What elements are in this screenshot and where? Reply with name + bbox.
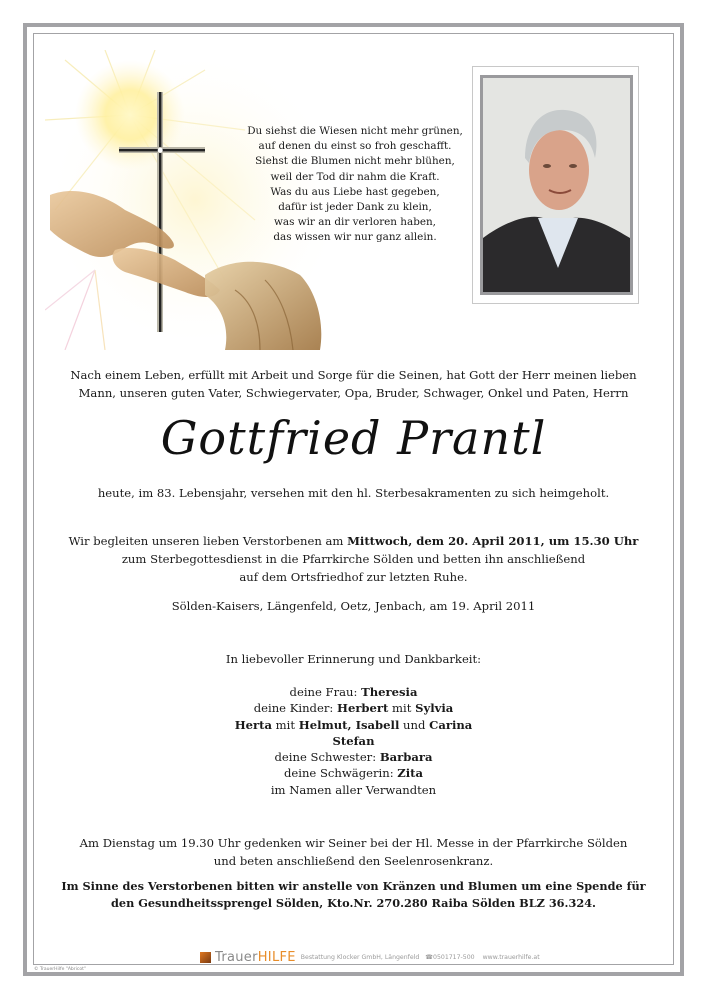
poem — [240, 124, 470, 246]
sister-name: Barbara — [379, 750, 433, 765]
poem-line: Du siehst die Wiesen nicht mehr grünen, — [247, 125, 463, 137]
portrait-frame — [472, 66, 639, 304]
partner-name: Sylvia — [415, 701, 454, 716]
funeral-datetime: Mittwoch, dem 20. April 2011, um 15.30 Uhr — [347, 534, 639, 548]
funeral-line-2: zum Sterbegottesdienst in die Pfarrkirche Sölden und betten ihn anschließend — [121, 552, 586, 566]
poem-line: auf denen du einst so froh geschafft. — [258, 140, 452, 153]
intro-text — [40, 366, 667, 402]
memorial-mass — [40, 834, 667, 870]
intro-line: Mann, unseren guten Vater, Schwiegervater, Opa, Bruder, Schwager, Onkel und Paten, Herrn — [78, 386, 629, 400]
funeral-line-1 — [40, 532, 667, 550]
connector: und — [399, 717, 430, 732]
mourner-child-3 — [40, 733, 667, 749]
poem-line: das wissen wir nur ganz allein. — [273, 231, 437, 244]
mourner-sister — [40, 749, 667, 765]
logo-text-hilfe: HILFE — [257, 949, 296, 965]
poem-line: was wir an dir verloren haben, — [273, 216, 436, 229]
mass-line: und beten anschließend den Seelenrosenkranz. — [213, 854, 494, 868]
connector: mit — [388, 701, 416, 716]
donation-line: Im Sinne des Verstorbenen bitten wir anstelle von Kränzen und Blumen um eine Spende für — [61, 879, 646, 893]
mourner-children — [40, 700, 667, 716]
wife-name: Theresia — [361, 685, 418, 699]
mourners-list — [40, 684, 667, 798]
portrait-illustration — [483, 78, 630, 292]
mourner-relatives: im Namen aller Verwandten — [270, 782, 437, 797]
logo-text-trauer: Trauer — [215, 949, 258, 965]
sister-in-law-name: Zita — [397, 766, 424, 781]
child-name: Herta — [234, 717, 272, 732]
donation-line: den Gesundheitssprengel Sölden, Kto.Nr. 270.280 Raiba Sölden BLZ 36.324. — [110, 896, 596, 910]
child-name: Herbert — [336, 701, 389, 716]
children-label: deine Kinder: — [253, 701, 337, 716]
mass-line: Am Dienstag um 19.30 Uhr gedenken wir Seiner bei der Hl. Messe in der Pfarrkirche Sölden — [79, 836, 628, 850]
funeral-details — [40, 532, 667, 586]
mourners-title: In liebevoller Erinnerung und Dankbarkeit: — [225, 652, 482, 666]
poem-line: dafür ist jeder Dank zu klein, — [278, 201, 432, 214]
sister-in-law-label: deine Schwägerin: — [283, 766, 398, 781]
phone-number: ☎0501717-500 — [425, 953, 475, 961]
place-date: Sölden-Kaisers, Längenfeld, Oetz, Jenbach, am 19. April 2011 — [171, 599, 536, 613]
portrait-photo — [480, 75, 633, 295]
deceased-name: Gottfried Prantl — [160, 411, 547, 465]
trauerhilfe-logo-icon — [200, 952, 211, 963]
sister-label: deine Schwester: — [274, 750, 380, 765]
sun — [75, 60, 185, 170]
footer — [200, 949, 540, 965]
poem-line: Siehst die Blumen nicht mehr blühen, — [255, 155, 455, 168]
funeral-prefix: Wir begleiten unseren lieben Verstorbenen am — [68, 534, 348, 548]
intro-line: Nach einem Leben, erfüllt mit Arbeit und Sorge für die Seinen, hat Gott der Herr meinen lieben — [70, 368, 637, 382]
grandchild-name: Carina — [429, 717, 473, 732]
age-line: heute, im 83. Lebensjahr, versehen mit den hl. Sterbesakramenten zu sich heimgeholt. — [97, 486, 610, 500]
connector: mit — [272, 717, 299, 732]
poem-line: Was du aus Liebe hast gegeben, — [270, 185, 440, 198]
mourner-wife — [40, 684, 667, 700]
child-name: Stefan — [332, 733, 375, 748]
mourner-child-2 — [40, 717, 667, 733]
wife-label: deine Frau: — [289, 685, 362, 699]
partner-names: Helmut, Isabell — [298, 717, 400, 732]
poem-line: weil der Tod dir nahm die Kraft. — [270, 170, 440, 183]
copyright-credit: © TrauerHilfe "Abricot" — [34, 967, 86, 972]
funeral-line-3: auf dem Ortsfriedhof zur letzten Ruhe. — [239, 570, 468, 584]
funeral-home: Bestattung Klocker GmbH, Längenfeld — [300, 953, 420, 961]
website-link[interactable]: www.trauerhilfe.at — [482, 953, 540, 961]
mourner-sister-in-law — [40, 765, 667, 781]
donation-request — [40, 878, 667, 912]
